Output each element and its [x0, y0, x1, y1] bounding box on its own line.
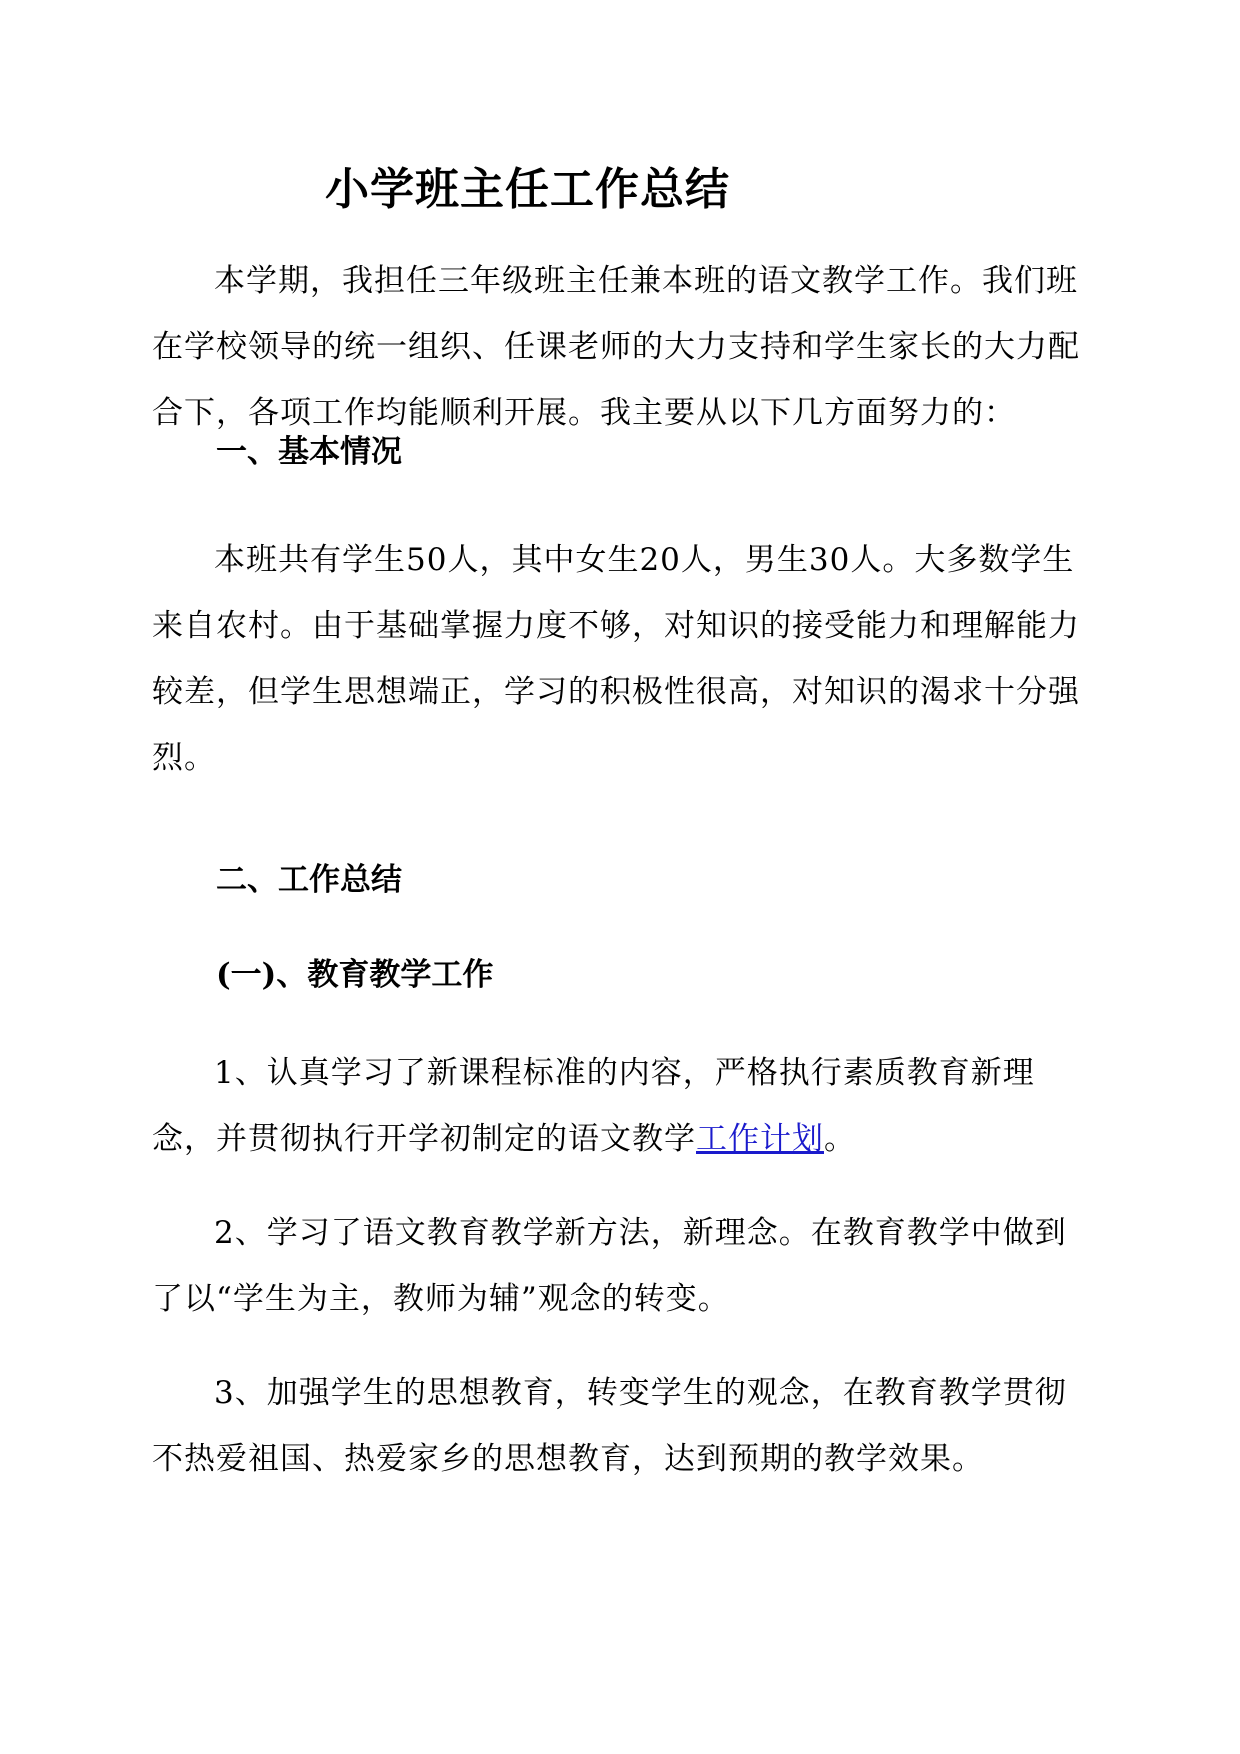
document-title: 小学班主任工作总结: [325, 164, 730, 215]
item1-end: 。: [824, 1121, 856, 1157]
list-item: 3、加强学生的思想教育，转变学生的观念，在教育教学贯彻不热爱祖国、热爱家乡的思想教育，达到预期的教学效果。: [152, 1375, 1067, 1477]
work-plan-link[interactable]: 工作计划: [696, 1121, 824, 1157]
section-heading-basic-info: 一、基本情况: [216, 434, 402, 470]
intro-paragraph: 本学期，我担任三年级班主任兼本班的语文教学工作。我们班在学校领导的统一组织、任课老师的大力支持和学生家长的大力配合下，各项工作均能顺利开展。我主要从以下几方面努力的：: [152, 263, 1080, 431]
list-item: [152, 1040, 1092, 1172]
section-heading-work-summary: 二、工作总结: [216, 862, 402, 898]
basic-info-paragraph: 本班共有学生50人，其中女生20人，男生30人。大多数学生来自农村。由于基础掌握力度不够，对知识的接受能力和理解能力较差，但学生思想端正，学习的积极性很高，对知识的渴求十分强烈。: [152, 542, 1080, 776]
list-item: 2、学习了语文教育教学新方法，新理念。在教育教学中做到了以“学生为主，教师为辅”观念的转变。: [152, 1215, 1067, 1317]
subheading-teaching-work: (一)、教育教学工作: [216, 957, 494, 993]
item1-text: 1、认真学习了新课程标准的内容，严格执行素质教育新理念，并贯彻执行开学初制定的语文教学: [152, 1055, 1035, 1157]
